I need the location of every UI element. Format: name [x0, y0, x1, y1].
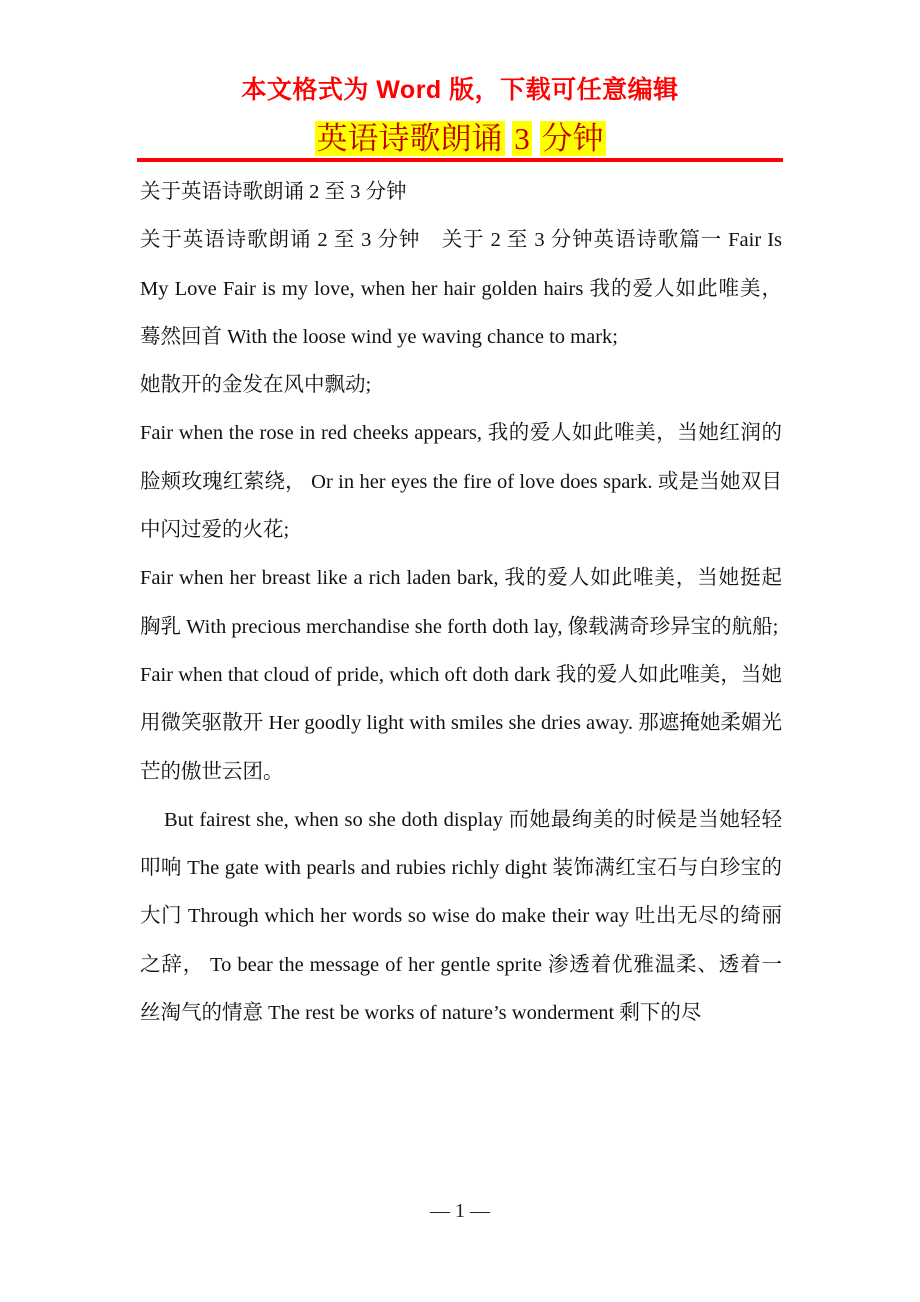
paragraph: 关于英语诗歌朗诵 2 至 3 分钟	[140, 181, 407, 203]
paragraph: Fair when that cloud of pride, which oft doth dark 我的爱人如此唯美，当她用微笑驱散开 Her goodly light with smiles she dries away. 那遮掩她柔媚光芒的傲世云团。	[140, 663, 782, 783]
header-divider	[137, 158, 783, 162]
page-number: — 1 —	[430, 1200, 490, 1222]
title-part: 英语诗歌朗诵	[316, 121, 503, 156]
format-notice: 本文格式为 Word 版，下载可任意编辑	[241, 76, 679, 104]
paragraph: But fairest she, when so she doth display 而她最绚美的时候是当她轻轻叩响 The gate with pearls and rubies richly dight 装饰满红宝石与白珍宝的大门 Through which her words so wise do make their way 吐出无尽的绮丽之辞， To bear the message of her gentle sprite 渗透着优雅温柔、透着一丝淘气的情意 The rest be works of nature’s wonderment 剩下的尽	[140, 808, 782, 1025]
document-title	[0, 113, 920, 158]
paragraph: 关于英语诗歌朗诵 2 至 3 分钟 关于 2 至 3 分钟英语诗歌篇一 Fair Is My Love Fair is my love, when her hair golden hairs 我的爱人如此唯美，蓦然回首 With the loose wind ye waving chance to mark;	[140, 229, 782, 348]
paragraph: Fair when her breast like a rich laden bark, 我的爱人如此唯美，当她挺起胸乳 With precious merchandise she forth doth lay, 像载满奇珍异宝的航船;	[140, 567, 782, 638]
document-body	[140, 168, 782, 1037]
title-part: 3	[514, 121, 530, 156]
title-part: 分钟	[541, 121, 604, 156]
paragraph: 她散开的金发在风中飘动;	[140, 374, 372, 397]
paragraph: Fair when the rose in red cheeks appears, 我的爱人如此唯美，当她红润的脸颊玫瑰红萦绕， Or in her eyes the fire of love does spark. 或是当她双目中闪过爱的火花;	[140, 422, 782, 542]
